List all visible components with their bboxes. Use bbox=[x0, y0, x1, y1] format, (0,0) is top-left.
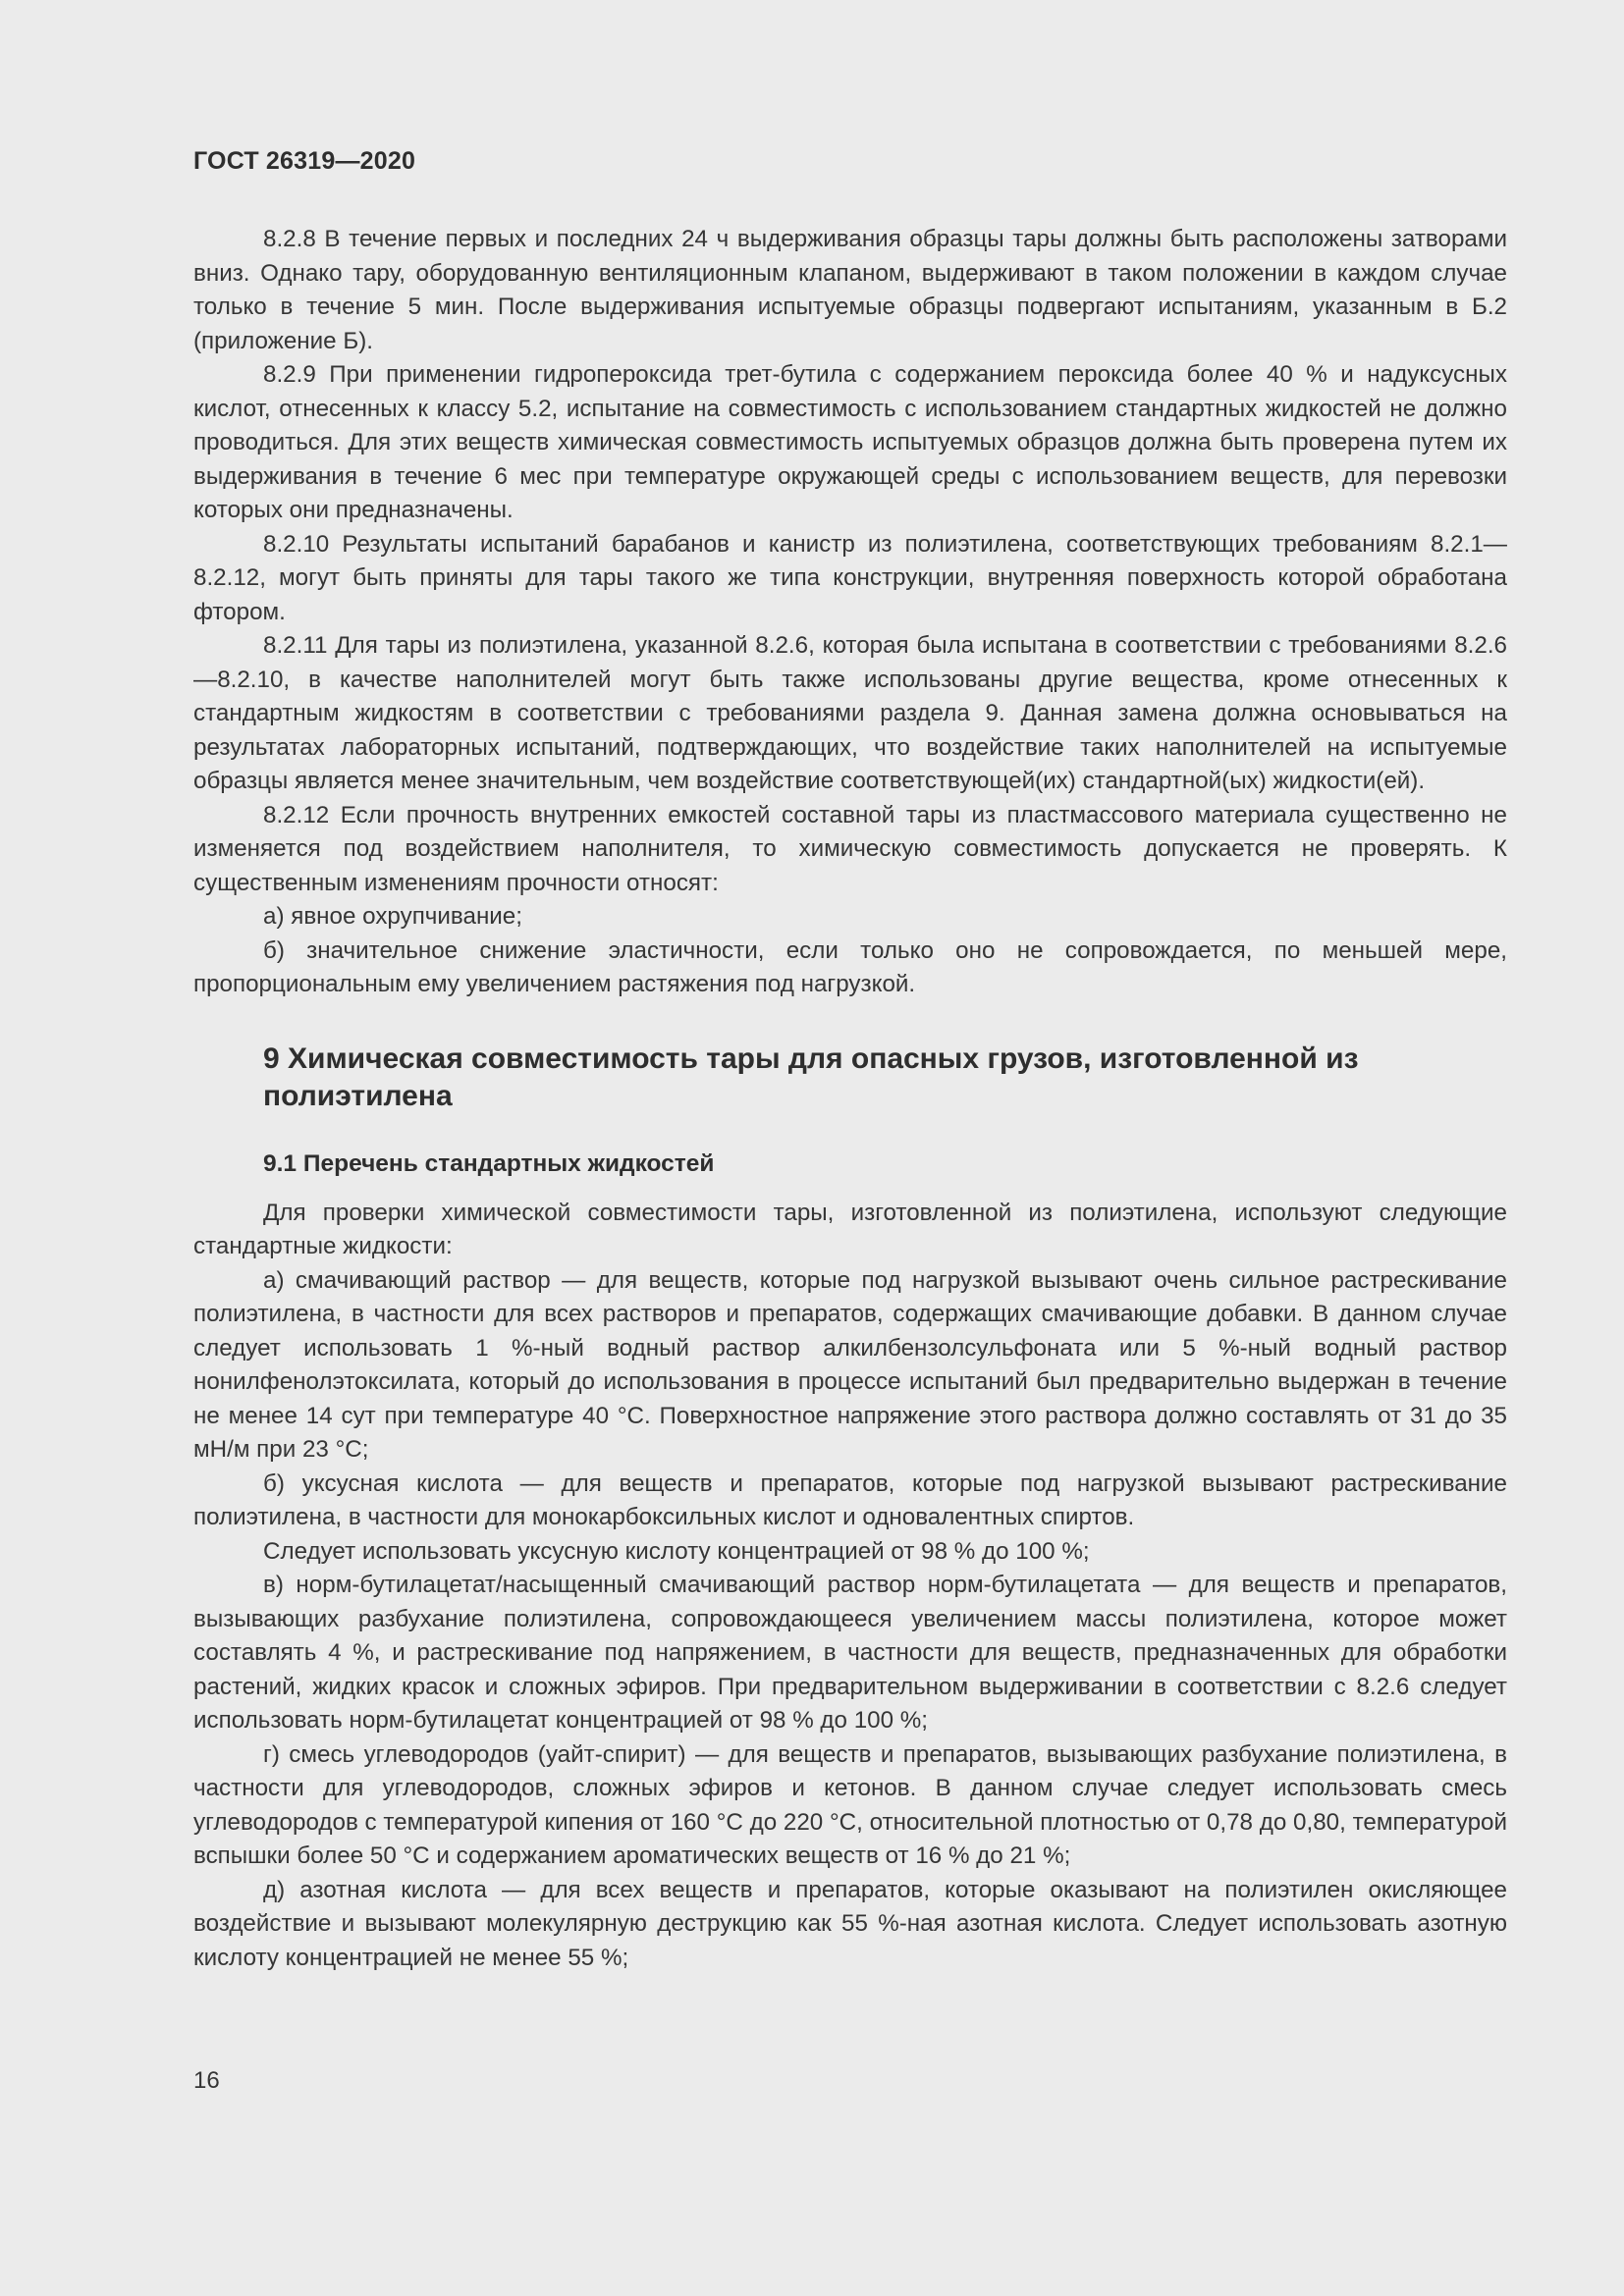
paragraph-9-1-b-note: Следует использовать уксусную кислоту концентрацией от 98 % до 100 %; bbox=[263, 1537, 1090, 1565]
standard-header: ГОСТ 26319—2020 bbox=[193, 147, 416, 175]
paragraph-8-2-10: 8.2.10 Результаты испытаний барабанов и канистр из полиэтилена, соответствующих требованиям 8.2.1—8.2.12, могут быть приняты для тары такого же типа конструкции, внутренняя поверхность которой обработана фтором. bbox=[193, 530, 1507, 625]
paragraph-8-2-12: 8.2.12 Если прочность внутренних емкостей составной тары из пластмассового материала существенно не изменяется под воздействием наполнителя, то химическую совместимость допускается не проверять. К существенным изменениям прочности относят: bbox=[193, 801, 1507, 896]
list-item-9-1-d: д) азотная кислота — для всех веществ и препаратов, которые оказывают на полиэтилен окисляющее воздействие и вызывают молекулярную деструкцию как 55 %-ная азотная кислота. Следует использовать азотную кислоту концентрацией не менее 55 %; bbox=[193, 1876, 1507, 1971]
page-content bbox=[193, 223, 1507, 1975]
list-item-9-1-a: а) смачивающий раствор — для веществ, которые под нагрузкой вызывают очень сильное растрескивание полиэтилена, в частности для всех растворов и препаратов, содержащих смачивающие добавки. В данном случае следует использовать 1 %-ный водный раствор алкилбензолсульфоната или 5 %-ный водный раствор нонилфенолэтоксилата, который до использования в процессе испытаний был предварительно выдержан в течение не менее 14 сут при температуре 40 °С. Поверхностное напряжение этого раствора должно составлять от 31 до 35 мН/м при 23 °С; bbox=[193, 1266, 1507, 1463]
paragraph-9-1-intro: Для проверки химической совместимости тары, изготовленной из полиэтилена, используют следующие стандартные жидкости: bbox=[193, 1199, 1507, 1259]
list-item-9-1-v: в) норм-бутилацетат/насыщенный смачивающий раствор норм-бутилацетата — для веществ и препаратов, вызывающих разбухание полиэтилена, сопровождающееся увеличением массы полиэтилена, которое может составлять 4 %, и растрескивание под напряжением, в частности для веществ, предназначенных для обработки растений, жидких красок и сложных эфиров. При предварительном выдерживании в соответствии с 8.2.6 следует использовать норм-бутилацетат концентрацией от 98 % до 100 %; bbox=[193, 1572, 1507, 1734]
section-9-heading: 9 Химическая совместимость тары для опасных грузов, изготовленной из полиэтилена bbox=[263, 1041, 1359, 1112]
page-number: 16 bbox=[193, 2067, 220, 2094]
paragraph-8-2-11: 8.2.11 Для тары из полиэтилена, указанной 8.2.6, которая была испытана в соответствии с требованиями 8.2.6—8.2.10, в качестве наполнителей могут быть также использованы другие вещества, кроме отнесенных к стандартным жидкостям в соответствии с требованиями раздела 9. Данная замена должна основываться на результатах лабораторных испытаний, подтверждающих, что воздействие таких наполнителей на испытуемые образцы является менее значительным, чем воздействие соответствующей(их) стандартной(ых) жидкости(ей). bbox=[193, 632, 1507, 794]
list-item-8-2-12-b: б) значительное снижение эластичности, если только оно не сопровождается, по меньшей мере, пропорциональным ему увеличением растяжения под нагрузкой. bbox=[193, 936, 1507, 997]
list-item-9-1-b: б) уксусная кислота — для веществ и препаратов, которые под нагрузкой вызывают растрескивание полиэтилена, в частности для монокарбоксильных кислот и одновалентных спиртов. bbox=[193, 1469, 1507, 1530]
paragraph-8-2-9: 8.2.9 При применении гидропероксида трет-бутила с содержанием пероксида более 40 % и надуксусных кислот, отнесенных к классу 5.2, испытание на совместимость с использованием стандартных жидкостей не должно проводиться. Для этих веществ химическая совместимость испытуемых образцов должна быть проверена путем их выдерживания в течение 6 мес при температуре окружающей среды с использованием веществ, для перевозки которых они предназначены. bbox=[193, 361, 1507, 523]
list-item-8-2-12-a: а) явное охрупчивание; bbox=[263, 903, 522, 930]
list-item-9-1-g: г) смесь углеводородов (уайт-спирит) — для веществ и препаратов, вызывающих разбухание полиэтилена, в частности для углеводородов, сложных эфиров и кетонов. В данном случае следует использовать смесь углеводородов с температурой кипения от 160 °С до 220 °С, относительной плотностью от 0,78 до 0,80, температурой вспышки более 50 °С и содержанием ароматических веществ от 16 % до 21 %; bbox=[193, 1740, 1507, 1869]
paragraph-8-2-8: 8.2.8 В течение первых и последних 24 ч выдерживания образцы тары должны быть расположены затворами вниз. Однако тару, оборудованную вентиляционным клапаном, выдерживают в таком положении в каждом случае только в течение 5 мин. После выдерживания испытуемые образцы подвергают испытаниям, указанным в Б.2 (приложение Б). bbox=[193, 226, 1507, 354]
section-9-1-heading: 9.1 Перечень стандартных жидкостей bbox=[263, 1149, 715, 1177]
